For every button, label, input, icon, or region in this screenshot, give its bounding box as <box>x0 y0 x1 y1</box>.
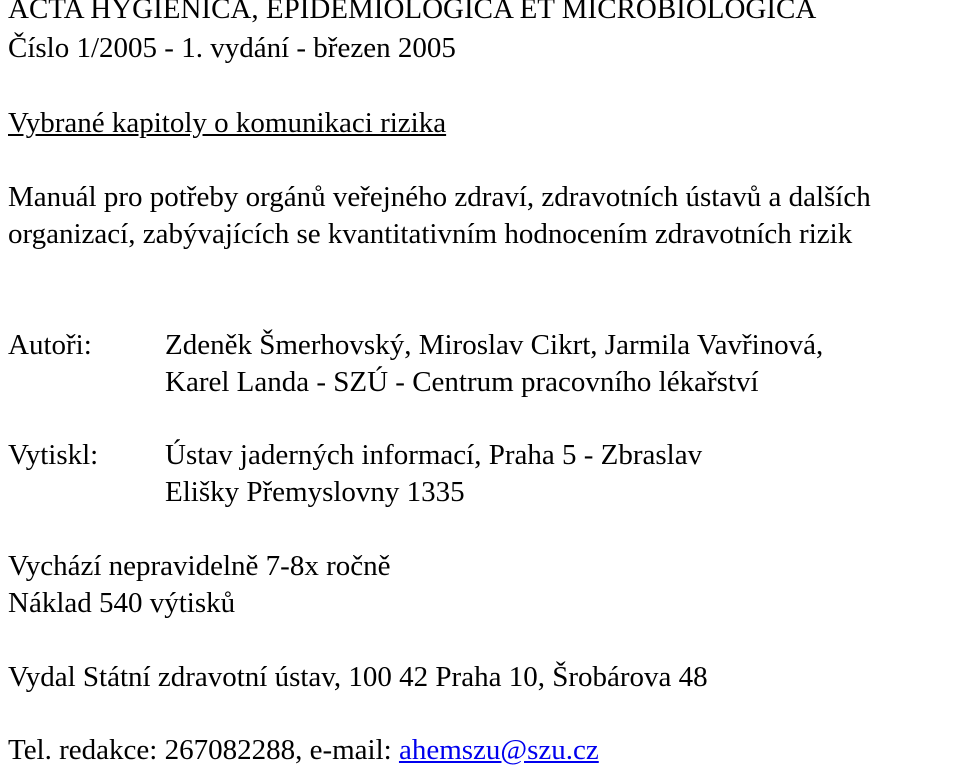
subtitle-line-1: Manuál pro potřeby orgánů veřejného zdraví, zdravotních ústavů a dalších <box>8 181 871 213</box>
frequency-info: Vychází nepravidelně 7-8x ročně <box>8 550 391 582</box>
publisher-info: Vydal Státní zdravotní ústav, 100 42 Praha 10, Šrobárova 48 <box>8 661 708 693</box>
printer-label: Vytiskl: <box>8 439 99 471</box>
issue-info: Číslo 1/2005 - 1. vydání - březen 2005 <box>8 32 456 64</box>
printer-line-1: Ústav jaderných informací, Praha 5 - Zbraslav <box>165 439 703 471</box>
page-heading: Vybrané kapitoly o komunikaci rizika <box>8 107 447 139</box>
email-link[interactable]: ahemszu@szu.cz <box>398 734 599 766</box>
journal-title: ACTA HYGIENICA, EPIDEMIOLOGICA ET MICROBIOLOGICA <box>8 0 817 25</box>
authors-line-1: Zdeněk Šmerhovský, Miroslav Cikrt, Jarmila Vavřinová, <box>165 329 824 361</box>
contact-prefix: Tel. redakce: 267082288, e-mail: <box>8 734 399 766</box>
circulation-info: Náklad 540 výtisků <box>8 587 236 619</box>
authors-line-2: Karel Landa - SZÚ - Centrum pracovního lékařství <box>165 366 759 398</box>
contact-line <box>8 732 599 768</box>
authors-label: Autoři: <box>8 329 92 361</box>
printer-line-2: Elišky Přemyslovny 1335 <box>165 476 465 508</box>
subtitle-line-2: organizací, zabývajících se kvantitativním hodnocením zdravotních rizik <box>8 218 853 250</box>
